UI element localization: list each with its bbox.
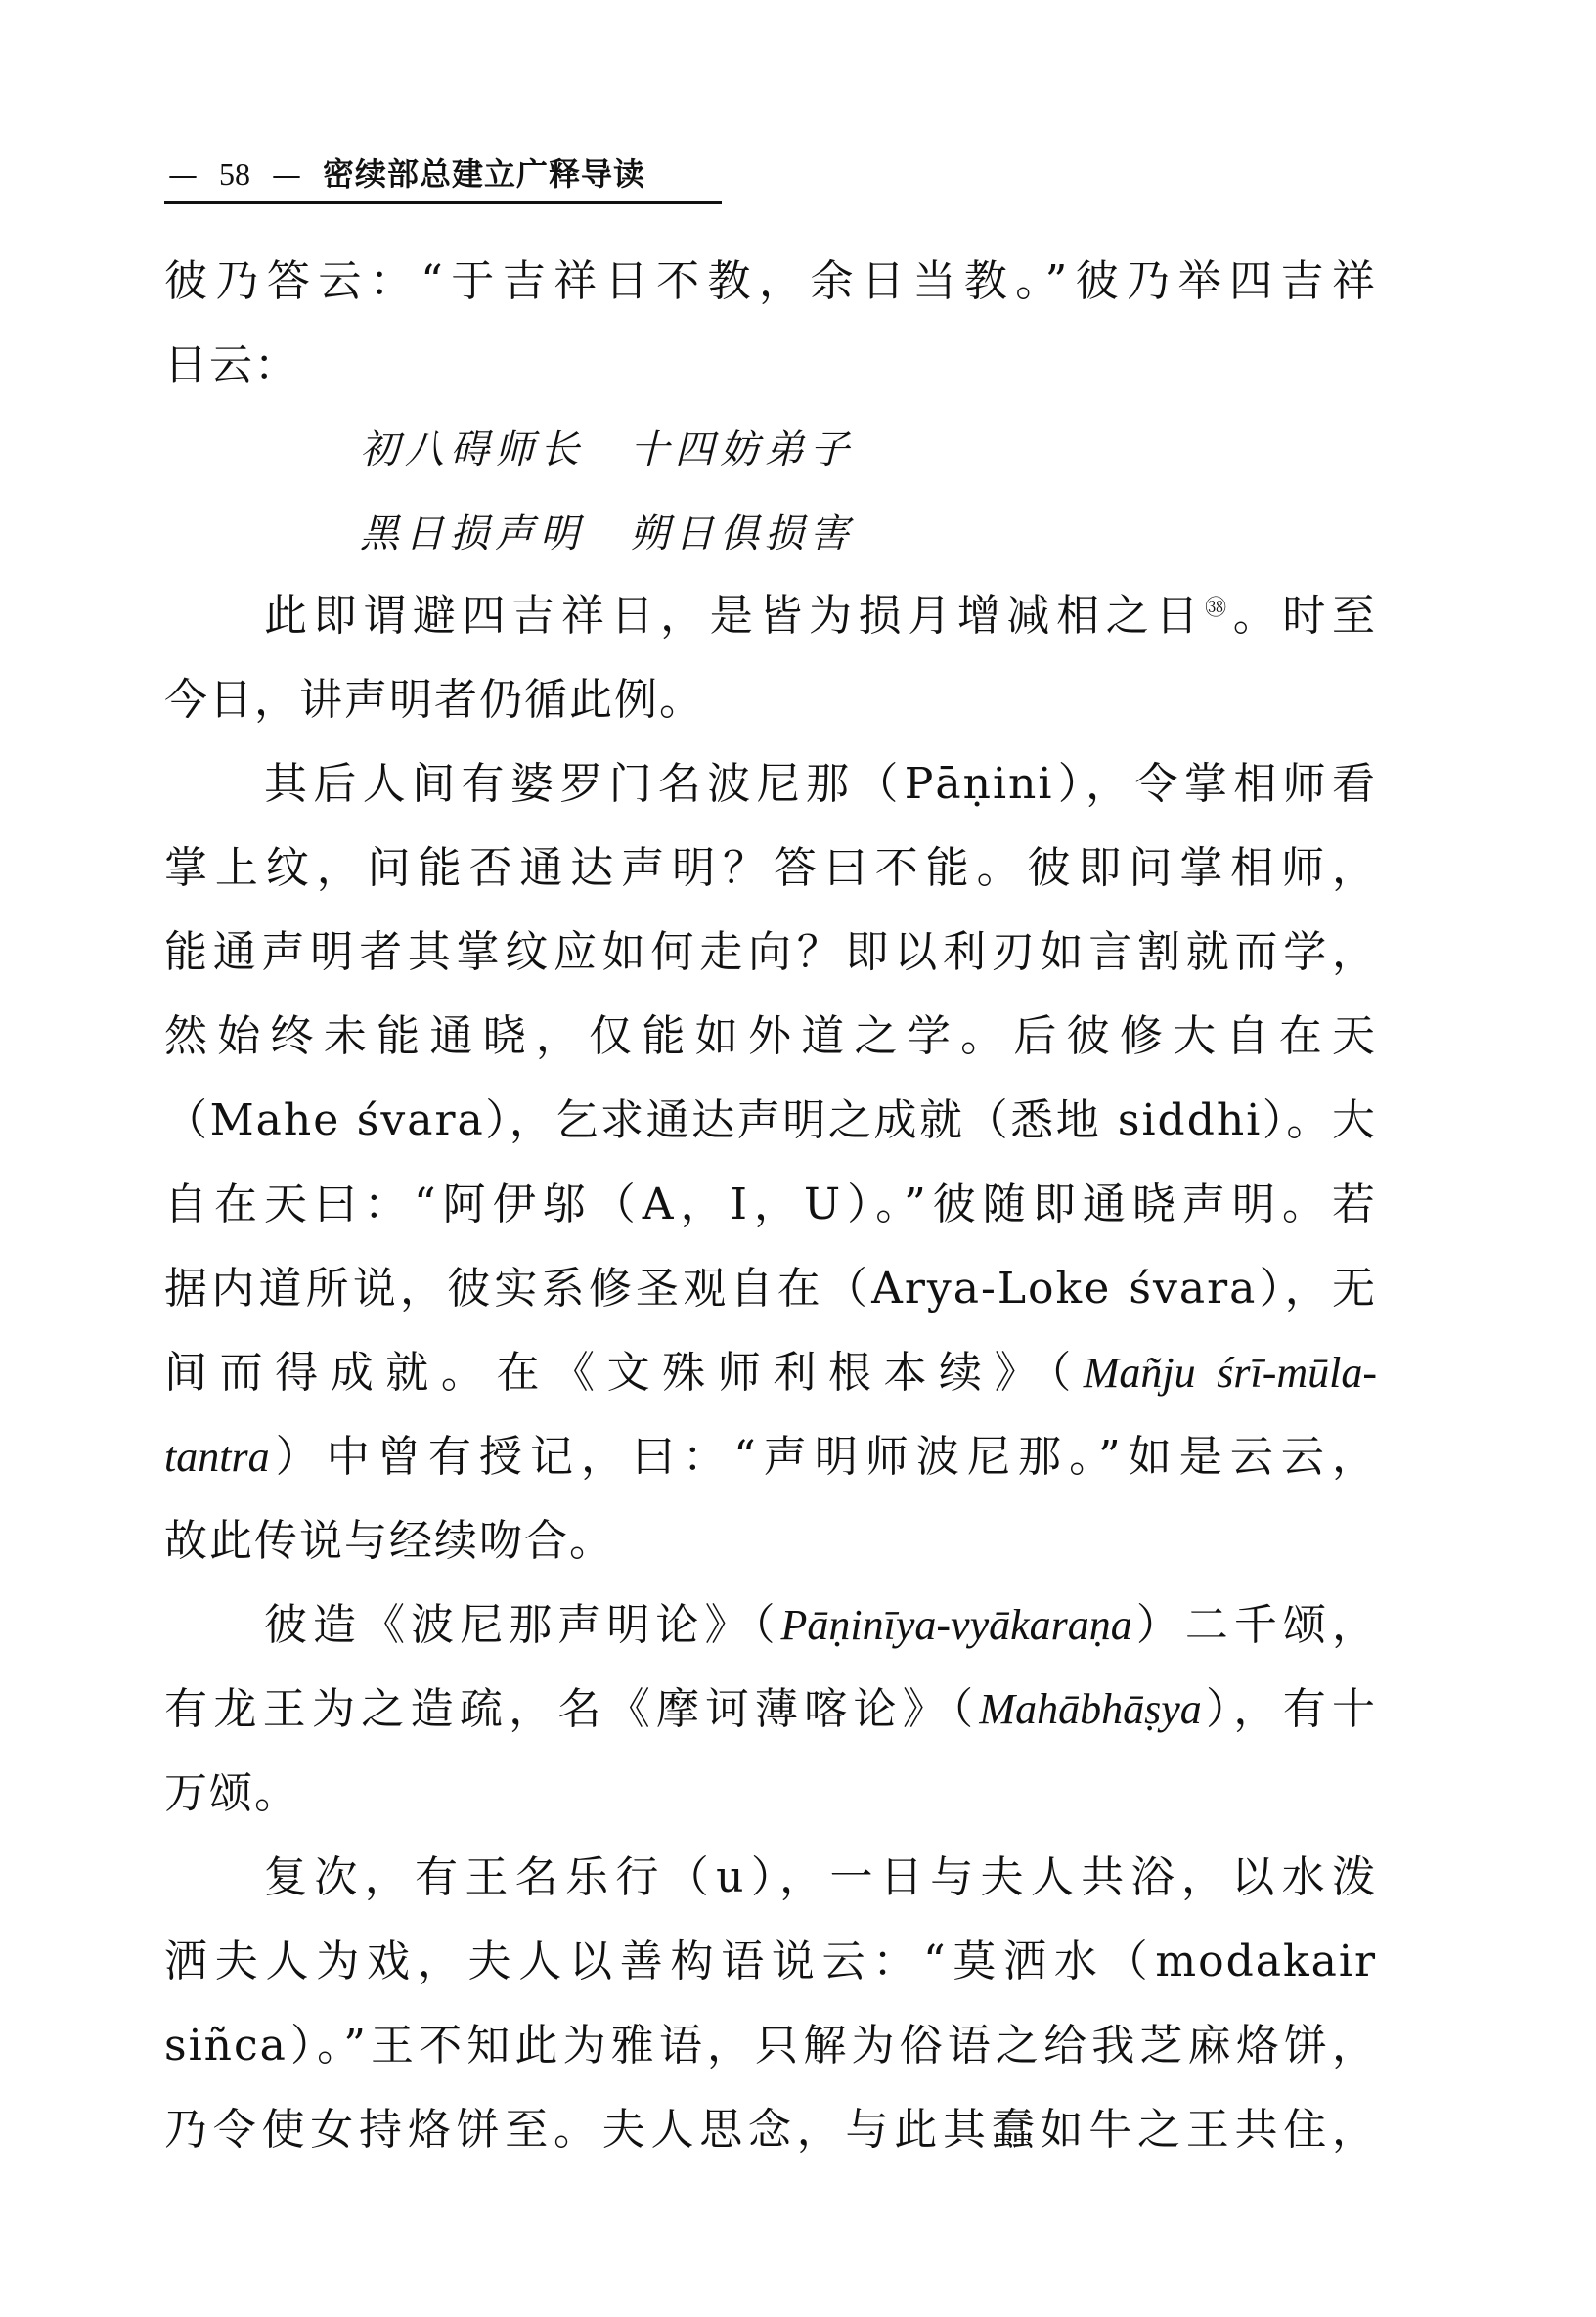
text-span: ），有十 — [1201, 1684, 1378, 1734]
text-span: ）中曾有授记，曰：“声明师波尼那。”如是云云， — [269, 1432, 1377, 1482]
sanskrit-title: tantra — [164, 1433, 270, 1481]
book-title: 密续部总建立广释导读 — [323, 156, 646, 193]
text-span: 有龙王为之造疏，名《摩诃薄喀论》（ — [164, 1684, 980, 1734]
verse-line: 黑日损声明 朔日俱损害 — [360, 512, 855, 557]
text-line — [264, 587, 1377, 646]
text-line: 能通声明者其掌纹应如何走向？即以利刃如言割就而学， — [164, 927, 1377, 977]
text-span: 间而得成就。在《文殊师利根本续》（ — [164, 1348, 1084, 1398]
text-span: 。时至 — [1232, 591, 1377, 641]
running-header — [164, 147, 722, 204]
text-line: 掌上纹，问能否通达声明？答曰不能。彼即问掌相师， — [164, 843, 1377, 893]
text-span: 彼造《波尼那声明论》（ — [264, 1600, 781, 1650]
header-dash-left: — — [168, 158, 198, 193]
text-span: 此即谓避四吉祥日，是皆为损月增减相之日 — [264, 591, 1206, 641]
header-dash-right: — — [272, 158, 301, 193]
text-line: 故此传说与经续吻合。 — [164, 1516, 614, 1566]
page-number: 58 — [219, 156, 250, 192]
text-span: ）二千颂， — [1131, 1600, 1378, 1650]
verse-line: 初八碍师长 十四妨弟子 — [360, 427, 855, 472]
text-line: 然始终未能通晓，仅能如外道之学。后彼修大自在天 — [164, 1011, 1377, 1061]
sanskrit-title: Pāṇinīya-vyākaraṇa — [780, 1601, 1132, 1649]
text-line: 洒夫人为戏，夫人以善构语说云：“莫洒水（modakair — [164, 1937, 1377, 1986]
sanskrit-title: Mahābhāṣya — [979, 1685, 1202, 1733]
text-line: 其后人间有婆罗门名波尼那（Pāṇini），令掌相师看 — [264, 759, 1377, 809]
text-line — [264, 1596, 1377, 1655]
text-line: 乃令使女持烙饼至。夫人思念，与此其蠢如牛之王共住， — [164, 2105, 1377, 2155]
text-line — [164, 1344, 1377, 1403]
text-line — [164, 1428, 1377, 1487]
text-line: 今日，讲声明者仍循此例。 — [164, 675, 704, 725]
footnote-marker: ㊳ — [1205, 596, 1233, 621]
text-line: 据内道所说，彼实系修圣观自在（Arya-Loke śvara），无 — [164, 1264, 1377, 1314]
text-line — [164, 1680, 1377, 1739]
sanskrit-title: Mañju śrī-mūla- — [1083, 1349, 1378, 1397]
text-line: siñca）。”王不知此为雅语，只解为俗语之给我芝麻烙饼， — [164, 2021, 1377, 2071]
text-line: 彼乃答云：“于吉祥日不教，余日当教。”彼乃举四吉祥 — [164, 256, 1377, 306]
text-line: 复次，有王名乐行（u），一日与夫人共浴，以水泼 — [264, 1852, 1377, 1902]
text-line: （Mahe śvara），乞求通达声明之成就（悉地 siddhi）。大 — [164, 1095, 1377, 1145]
text-line: 自在天曰：“阿伊邬（A，I，U）。”彼随即通晓声明。若 — [164, 1180, 1377, 1229]
text-line: 万颂。 — [164, 1768, 299, 1818]
text-line: 日云： — [164, 340, 299, 390]
